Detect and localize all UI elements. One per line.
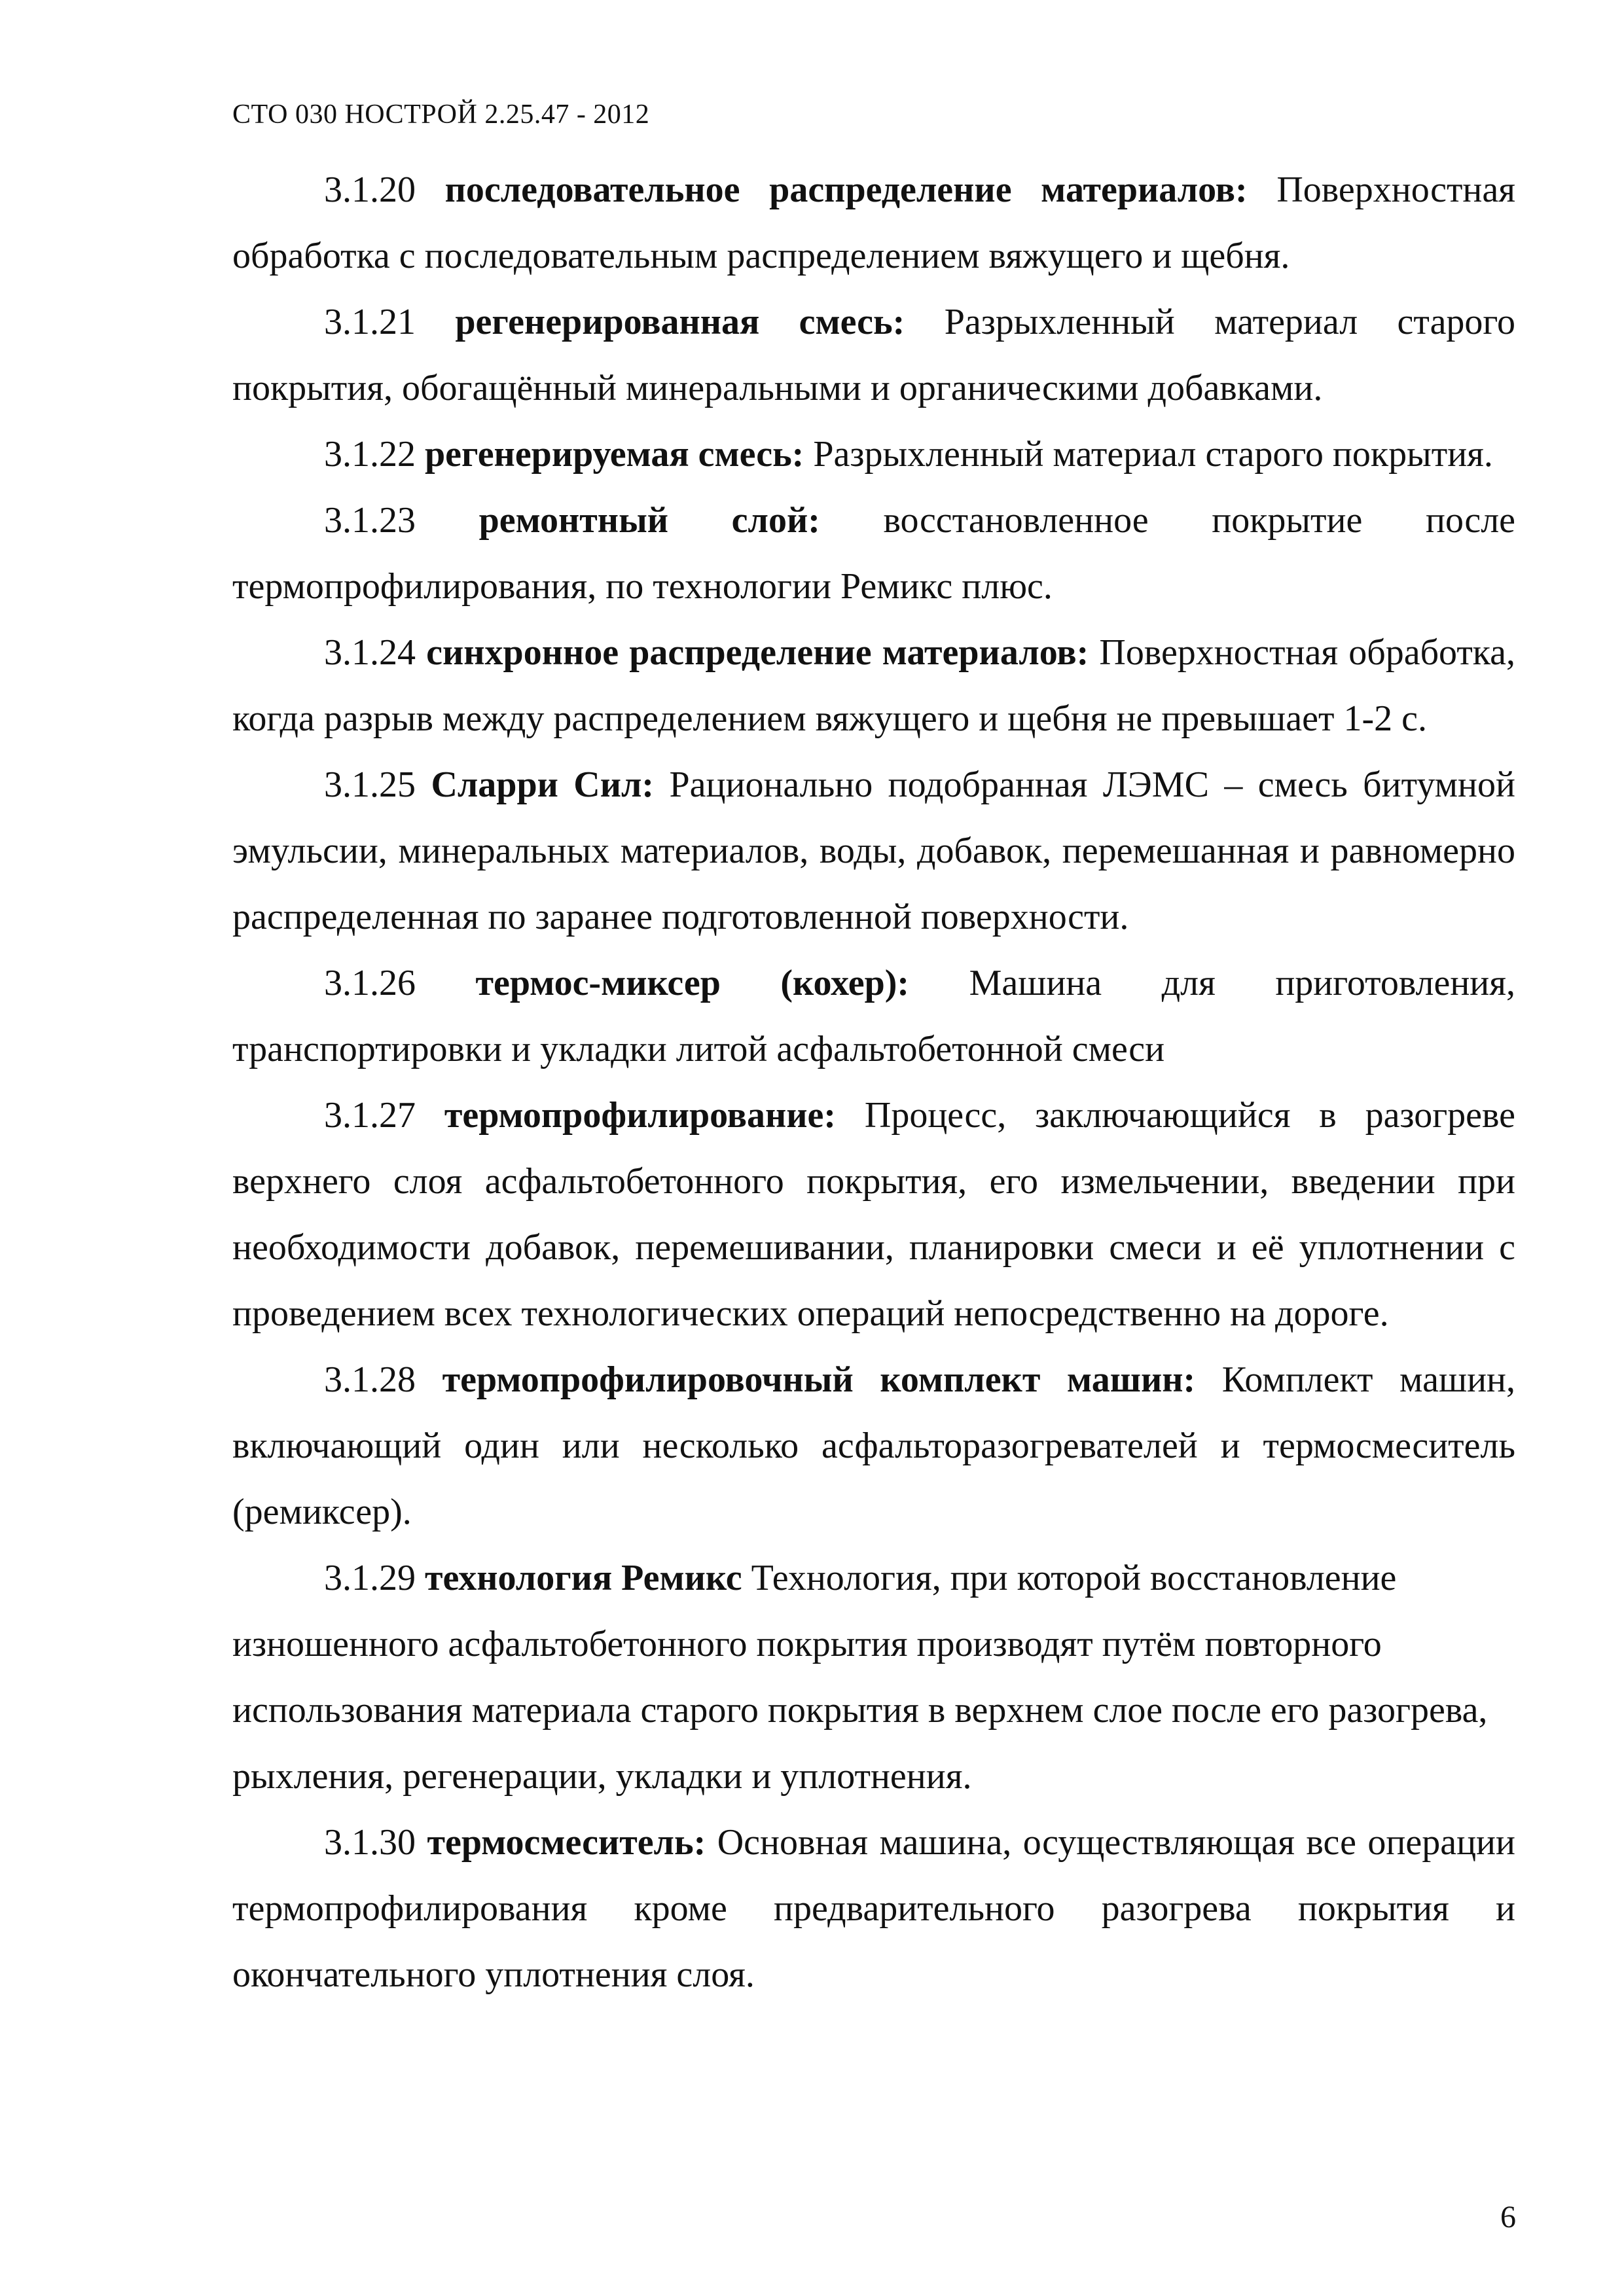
document-header: СТО 030 НОСТРОЙ 2.25.47 - 2012	[232, 99, 650, 130]
entry-number: 3.1.22	[324, 434, 416, 475]
entry-definition: Процесс, заключающийся в разогреве верхнего слоя асфальтобетонного покрытия, его измельчении, введении при необходимости добавок, перемешивании, планировки смеси и её уплотнении с проведением всех технологических операций непосредственно на дороге.	[232, 1095, 1516, 1334]
entry-number: 3.1.23	[324, 500, 416, 541]
entry-definition: Поверхностная обработка, когда разрыв между распределением вяжущего и щебня не превышает 1-2 с.	[232, 632, 1516, 739]
entry-definition: Разрыхленный материал старого покрытия.	[813, 434, 1493, 475]
definition-entry-3-1-25	[232, 752, 1515, 950]
definition-entry-3-1-23	[232, 488, 1515, 620]
entry-term: термос-миксер (кохер):	[475, 963, 910, 1003]
entry-number: 3.1.25	[324, 764, 416, 805]
entry-number: 3.1.24	[324, 632, 416, 673]
definition-entry-3-1-21	[232, 289, 1515, 422]
entry-term: ремонтный слой:	[478, 500, 820, 541]
entry-definition: восстановленное покрытие после термопрофилирования, по технологии Ремикс плюс.	[232, 500, 1515, 607]
entry-term: последовательное распределение материалов:	[444, 170, 1248, 210]
definition-entry-3-1-26	[232, 950, 1515, 1083]
entry-number: 3.1.26	[324, 963, 416, 1003]
definition-entry-3-1-30	[232, 1810, 1515, 2008]
definition-entry-3-1-27	[232, 1083, 1515, 1347]
definitions-list	[232, 157, 1515, 2008]
entry-number: 3.1.29	[324, 1558, 416, 1598]
entry-definition: Машина для приготовления, транспортировки и укладки литой асфальтобетонной смеси	[232, 963, 1516, 1069]
entry-term: термопрофилирование:	[444, 1095, 837, 1136]
entry-definition: Рационально подобранная ЛЭМС – смесь битумной эмульсии, минеральных материалов, воды, добавок, перемешанная и равномерно распределенная по заранее подготовленной поверхности.	[232, 764, 1515, 937]
entry-term: синхронное распределение материалов:	[426, 632, 1089, 673]
definition-entry-3-1-28	[232, 1347, 1515, 1545]
entry-definition: Комплект машин, включающий один или несколько асфальторазогревателей и термосмеситель (ремиксер).	[232, 1359, 1516, 1532]
entry-definition: Разрыхленный материал старого покрытия, обогащённый минеральными и органическими добавками.	[232, 302, 1516, 408]
entry-term: технология Ремикс	[425, 1558, 742, 1598]
entry-number: 3.1.21	[324, 302, 416, 342]
definition-entry-3-1-22	[232, 422, 1515, 488]
entry-term: регенерируемая смесь:	[425, 434, 804, 475]
entry-number: 3.1.28	[324, 1359, 416, 1400]
entry-term: регенерированная смесь:	[455, 302, 905, 342]
entry-term: термопрофилировочный комплект машин:	[442, 1359, 1196, 1400]
page-number: 6	[1500, 2200, 1516, 2234]
entry-number: 3.1.27	[324, 1095, 416, 1136]
entry-number: 3.1.30	[324, 1822, 416, 1863]
entry-number: 3.1.20	[324, 170, 416, 210]
entry-definition: Поверхностная обработка с последовательным распределением вяжущего и щебня.	[232, 170, 1516, 276]
entry-term: термосмеситель:	[427, 1822, 706, 1863]
entry-definition: Технология, при которой восстановление изношенного асфальтобетонного покрытия производят путём повторного использования материала старого покрытия в верхнем слое после его разогрева, рыхления, регенерации, укладки и уплотнения.	[232, 1558, 1488, 1797]
entry-term: Сларри Сил:	[431, 764, 655, 805]
definition-entry-3-1-24	[232, 620, 1515, 752]
definition-entry-3-1-29	[232, 1545, 1515, 1810]
definition-entry-3-1-20	[232, 157, 1515, 289]
entry-definition: Основная машина, осуществляющая все операции термопрофилирования кроме предварительного разогрева покрытия и окончательного уплотнения слоя.	[232, 1822, 1515, 1995]
